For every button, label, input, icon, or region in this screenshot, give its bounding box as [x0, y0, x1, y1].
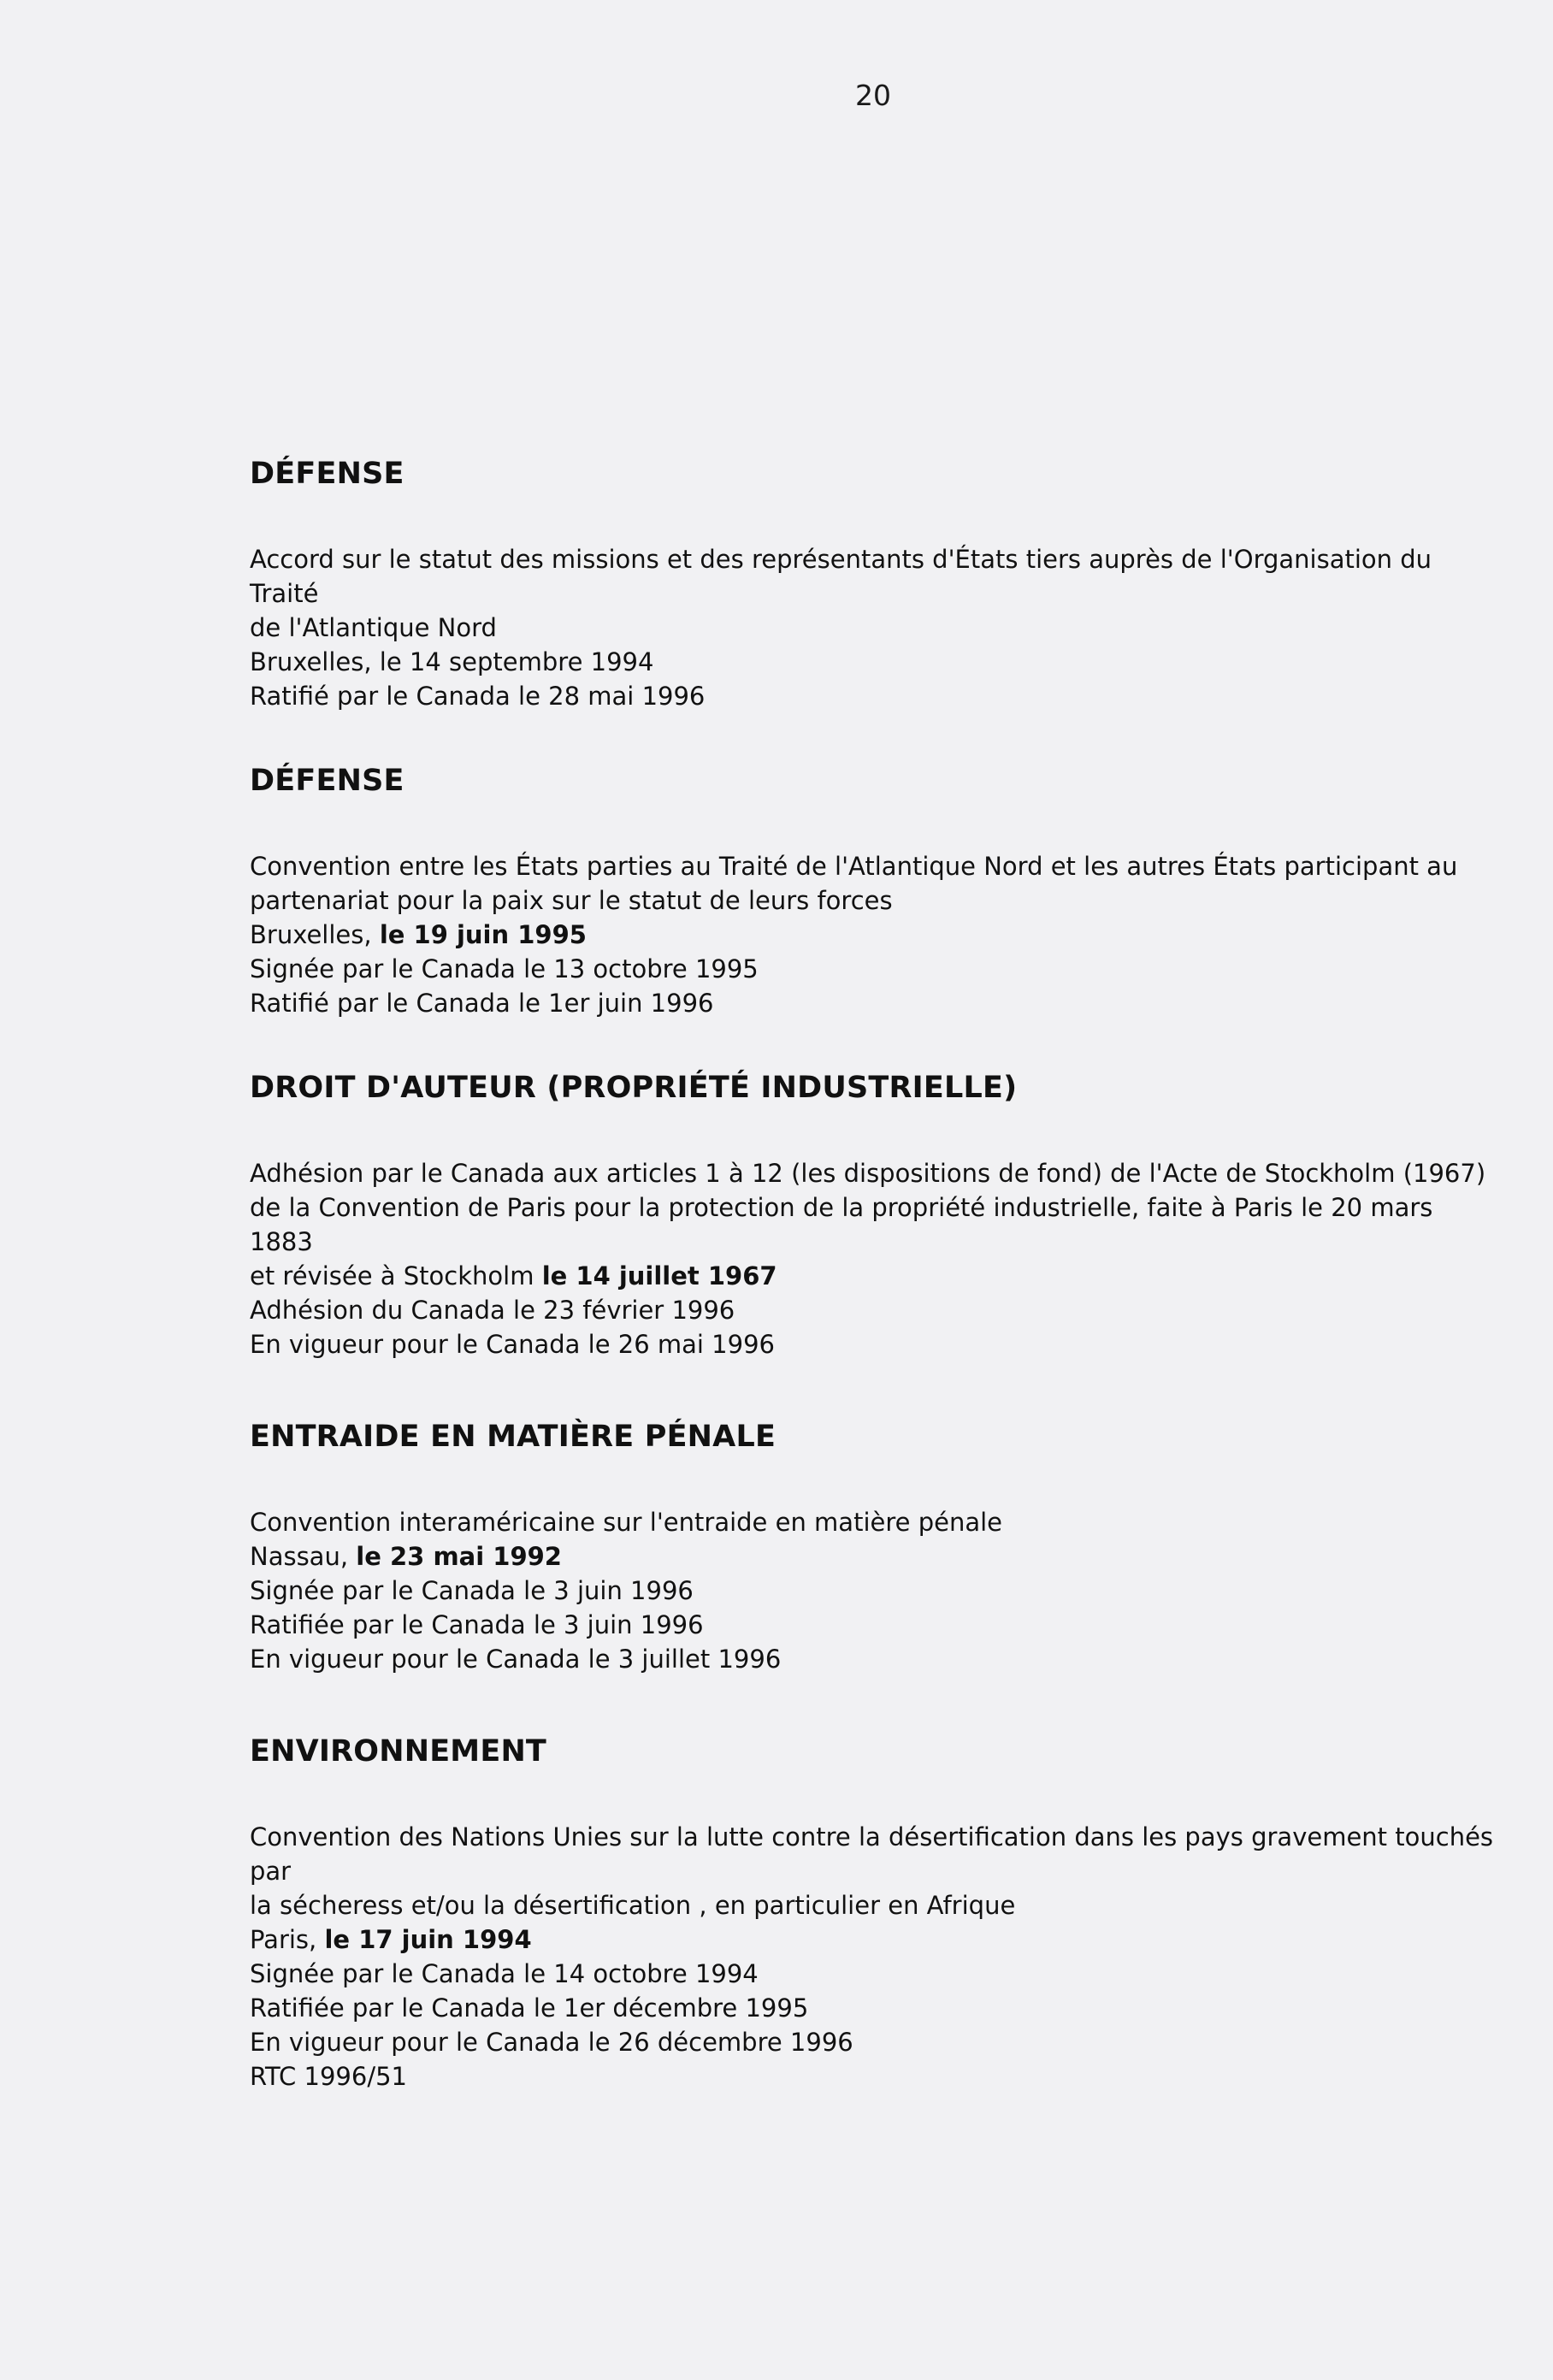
treaty-title-line: de l'Atlantique Nord	[250, 613, 497, 642]
treaty-entry	[250, 849, 1498, 1020]
treaty-place-date	[250, 1259, 1498, 1293]
treaty-status-line: En vigueur pour le Canada le 3 juillet 1996	[250, 1645, 782, 1674]
treaty-status-line: Signée par le Canada le 3 juin 1996	[250, 1576, 694, 1605]
treaty-status-line: Signée par le Canada le 14 octobre 1994	[250, 1959, 759, 1988]
page-number: 20	[855, 79, 891, 112]
section-heading: DÉFENSE	[250, 764, 404, 798]
treaty-status-line: Ratifiée par le Canada le 3 juin 1996	[250, 1610, 704, 1639]
section-heading: DÉFENSE	[250, 457, 404, 491]
treaty-status-line: Adhésion du Canada le 23 février 1996	[250, 1296, 735, 1325]
treaty-date: le 19 juin 1995	[379, 920, 587, 949]
treaty-reference: RTC 1996/51	[250, 2062, 407, 2091]
treaty-section-defense-1	[250, 453, 1498, 713]
treaty-place-date	[250, 918, 1498, 952]
treaty-section-copyright	[250, 1067, 1498, 1361]
treaty-title-line: Convention entre les États parties au Traité de l'Atlantique Nord et les autres États participant au	[250, 852, 1458, 881]
treaty-status-line: Ratifiée par le Canada le 1er décembre 1995	[250, 1993, 809, 2023]
treaty-place-date	[250, 1922, 1498, 1957]
treaty-section-criminal-assistance	[250, 1416, 1498, 1676]
treaty-date: le 17 juin 1994	[324, 1925, 532, 1954]
treaty-entry	[250, 1820, 1498, 2094]
treaty-title-line: Convention interaméricaine sur l'entraide en matière pénale	[250, 1508, 1002, 1537]
treaty-place-date	[250, 1539, 1498, 1574]
section-heading: ENVIRONNEMENT	[250, 1734, 547, 1769]
treaty-title-line: Adhésion par le Canada aux articles 1 à 12 (les dispositions de fond) de l'Acte de Stockholm (1967)	[250, 1159, 1486, 1188]
treaty-status-line: Ratifié par le Canada le 1er juin 1996	[250, 989, 714, 1018]
treaty-place-date: Bruxelles, le 14 septembre 1994	[250, 647, 654, 676]
treaty-title-line: Convention des Nations Unies sur la lutte contre la désertification dans les pays gravement touchés par	[250, 1822, 1494, 1886]
treaty-date: le 23 mai 1992	[356, 1542, 562, 1571]
treaty-place: Nassau,	[250, 1542, 357, 1571]
treaty-status-line: Ratifié par le Canada le 28 mai 1996	[250, 682, 706, 711]
treaty-status-line: Signée par le Canada le 13 octobre 1995	[250, 954, 759, 983]
section-heading: ENTRAIDE EN MATIÈRE PÉNALE	[250, 1420, 776, 1454]
treaty-title-line: Accord sur le statut des missions et des représentants d'États tiers auprès de l'Organisation du Traité	[250, 545, 1432, 608]
treaty-entry	[250, 542, 1498, 713]
treaty-entry	[250, 1505, 1498, 1676]
treaty-list	[250, 453, 1498, 2094]
treaty-entry	[250, 1156, 1498, 1361]
section-heading: DROIT D'AUTEUR (PROPRIÉTÉ INDUSTRIELLE)	[250, 1071, 1018, 1105]
treaty-place: Paris,	[250, 1925, 325, 1954]
treaty-title-line: partenariat pour la paix sur le statut de leurs forces	[250, 886, 893, 915]
treaty-place: et révisée à Stockholm	[250, 1261, 542, 1290]
treaty-date: le 14 juillet 1967	[541, 1261, 777, 1290]
treaty-status-line: En vigueur pour le Canada le 26 mai 1996	[250, 1330, 775, 1359]
treaty-status-line: En vigueur pour le Canada le 26 décembre 1996	[250, 2028, 853, 2057]
treaty-section-defense-2	[250, 760, 1498, 1020]
treaty-place: Bruxelles,	[250, 920, 380, 949]
treaty-title-line: de la Convention de Paris pour la protection de la propriété industrielle, faite à Paris le 20 mars 1883	[250, 1193, 1433, 1256]
treaty-title-line: la sécheress et/ou la désertification , en particulier en Afrique	[250, 1891, 1016, 1920]
treaty-section-environment	[250, 1731, 1498, 2094]
